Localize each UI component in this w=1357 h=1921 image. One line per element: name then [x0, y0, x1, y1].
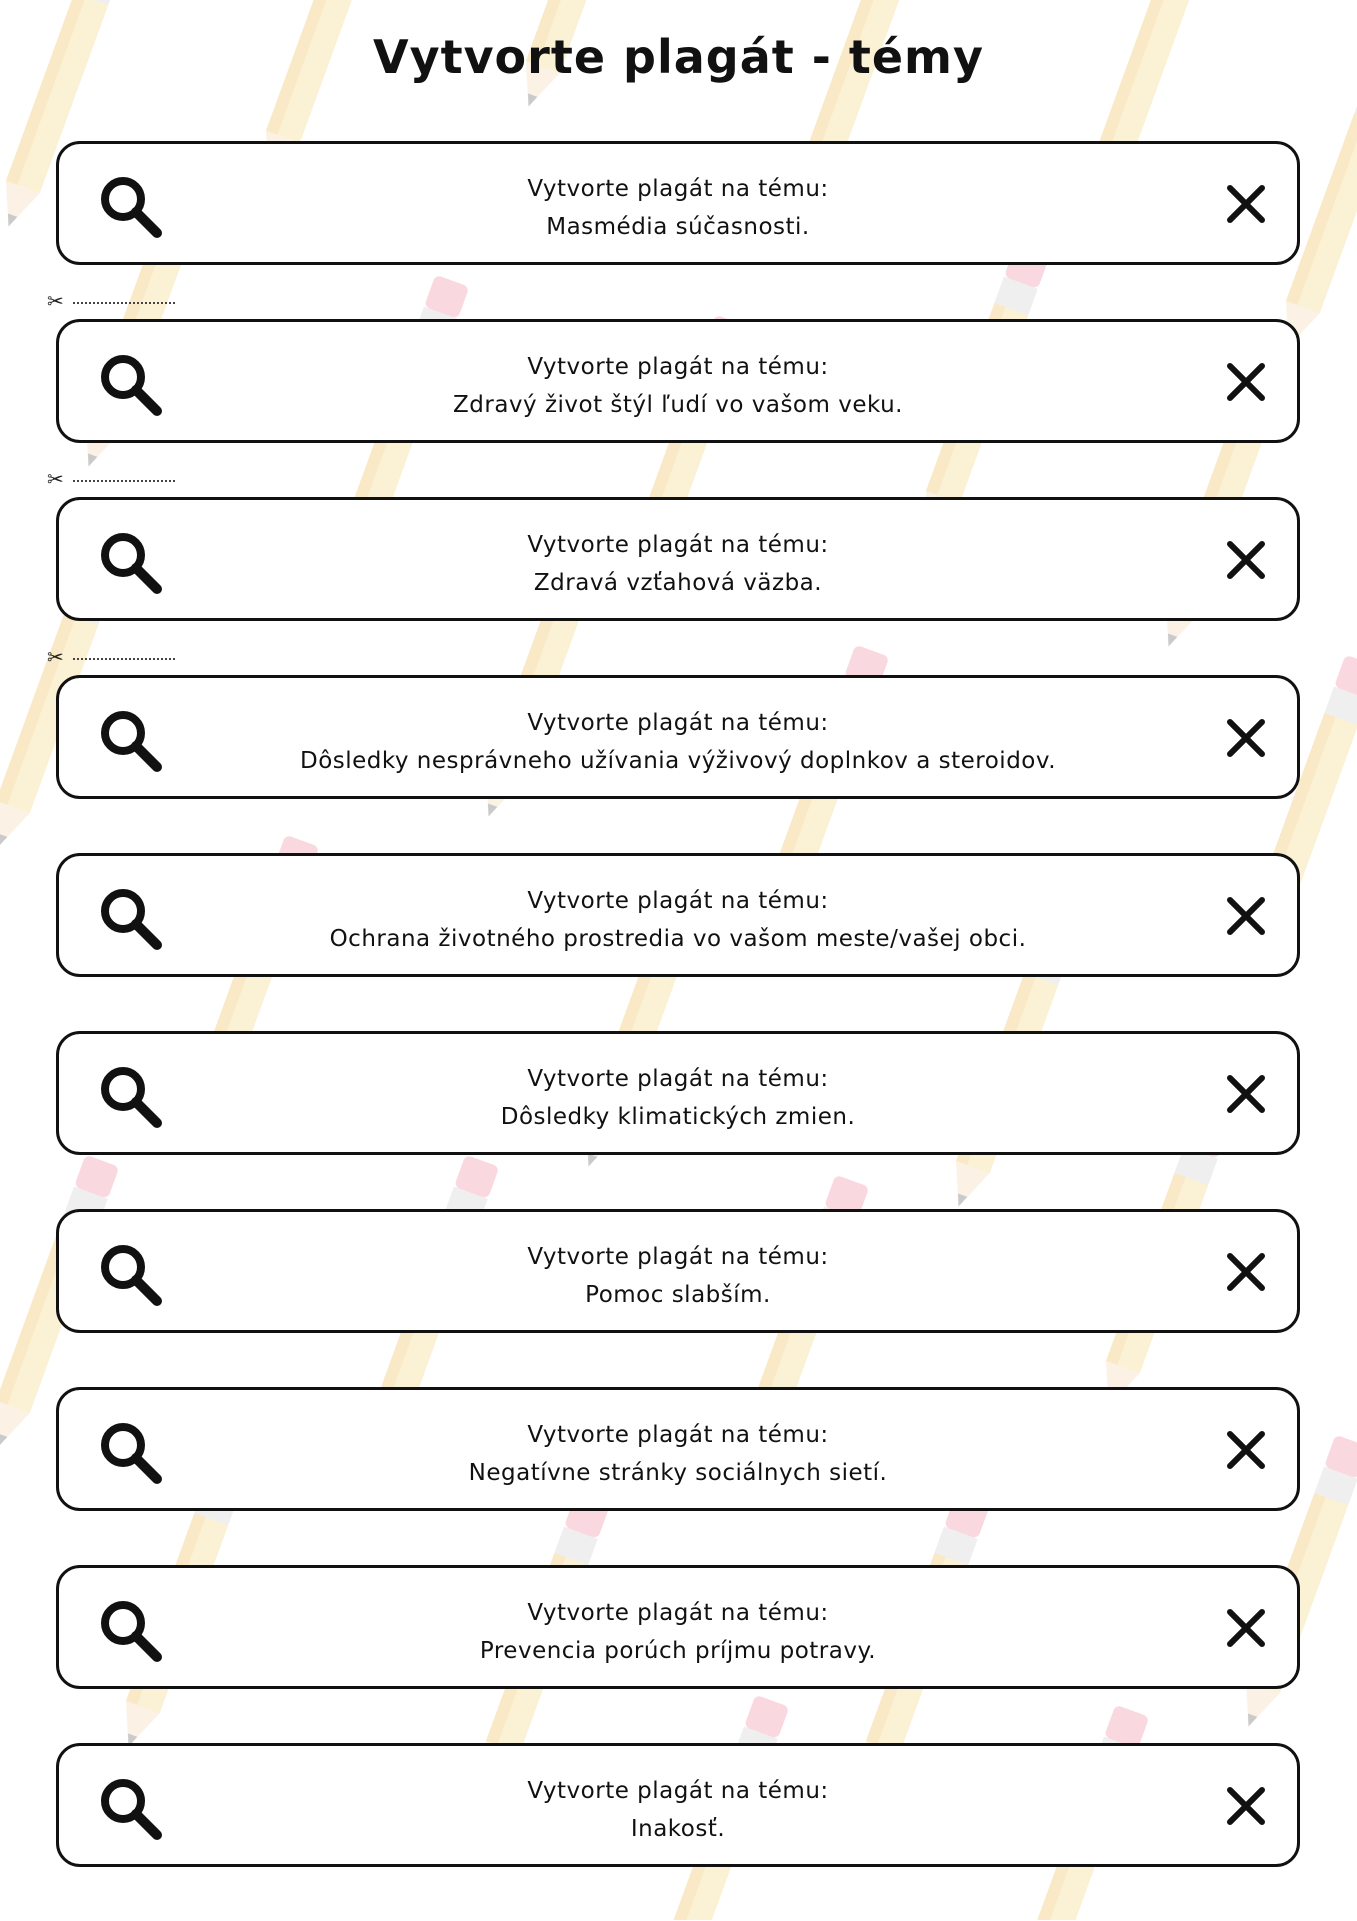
card-prefix: Vytvorte plagát na tému:	[527, 710, 829, 736]
card-topic: Zdravý život štýl ľudí vo vašom veku.	[453, 392, 903, 418]
card-topic: Negatívne stránky sociálnych sietí.	[468, 1460, 888, 1486]
card-prefix: Vytvorte plagát na tému:	[527, 1600, 829, 1626]
card-text	[209, 1416, 1147, 1492]
card-text	[209, 1772, 1147, 1848]
cut-line	[47, 289, 177, 313]
card-prefix: Vytvorte plagát na tému:	[527, 176, 829, 202]
dotted-cut-line	[73, 480, 175, 482]
card-text	[209, 1060, 1147, 1136]
close-icon[interactable]	[1225, 539, 1267, 581]
close-icon[interactable]	[1225, 183, 1267, 225]
cut-line	[47, 467, 177, 491]
close-icon[interactable]	[1225, 361, 1267, 403]
close-icon[interactable]	[1225, 895, 1267, 937]
topic-card	[56, 853, 1300, 977]
card-text	[209, 526, 1147, 602]
scissors-icon: ✂	[47, 467, 64, 491]
card-text	[209, 704, 1147, 780]
card-text	[209, 1238, 1147, 1314]
topic-card	[56, 1743, 1300, 1867]
card-prefix: Vytvorte plagát na tému:	[527, 1422, 829, 1448]
card-topic: Inakosť.	[630, 1816, 726, 1842]
search-icon[interactable]	[97, 173, 163, 239]
close-icon[interactable]	[1225, 1251, 1267, 1293]
page-title: Vytvorte plagát - témy	[373, 30, 984, 84]
cut-line	[47, 645, 177, 669]
card-prefix: Vytvorte plagát na tému:	[527, 532, 829, 558]
card-text	[209, 348, 1147, 424]
close-icon[interactable]	[1225, 1073, 1267, 1115]
topic-card	[56, 1565, 1300, 1689]
card-topic: Ochrana životného prostredia vo vašom meste/vašej obci.	[329, 926, 1027, 952]
topic-list	[47, 141, 1300, 1921]
card-text	[209, 882, 1147, 958]
card-topic: Zdravá vzťahová väzba.	[533, 570, 823, 596]
search-icon[interactable]	[97, 1775, 163, 1841]
card-prefix: Vytvorte plagát na tému:	[527, 354, 829, 380]
topic-card	[47, 467, 1300, 621]
scissors-icon: ✂	[47, 289, 64, 313]
card-topic: Dôsledky klimatických zmien.	[500, 1104, 856, 1130]
card-prefix: Vytvorte plagát na tému:	[527, 1778, 829, 1804]
search-icon[interactable]	[97, 1241, 163, 1307]
topic-card	[56, 141, 1300, 265]
search-icon[interactable]	[97, 351, 163, 417]
card-topic: Pomoc slabším.	[585, 1282, 771, 1308]
close-icon[interactable]	[1225, 1785, 1267, 1827]
topic-card	[47, 645, 1300, 799]
card-topic: Prevencia porúch príjmu potravy.	[479, 1638, 877, 1664]
topic-card	[56, 1031, 1300, 1155]
scissors-icon: ✂	[47, 645, 64, 669]
close-icon[interactable]	[1225, 717, 1267, 759]
search-icon[interactable]	[97, 1597, 163, 1663]
search-icon[interactable]	[97, 1419, 163, 1485]
topic-card	[56, 1209, 1300, 1333]
dotted-cut-line	[73, 302, 175, 304]
close-icon[interactable]	[1225, 1429, 1267, 1471]
topic-card	[56, 1387, 1300, 1511]
search-icon[interactable]	[97, 529, 163, 595]
card-prefix: Vytvorte plagát na tému:	[527, 1066, 829, 1092]
search-icon[interactable]	[97, 1063, 163, 1129]
search-icon[interactable]	[97, 707, 163, 773]
close-icon[interactable]	[1225, 1607, 1267, 1649]
topic-card	[47, 289, 1300, 443]
dotted-cut-line	[73, 658, 175, 660]
card-prefix: Vytvorte plagát na tému:	[527, 1244, 829, 1270]
search-icon[interactable]	[97, 885, 163, 951]
card-prefix: Vytvorte plagát na tému:	[527, 888, 829, 914]
card-text	[209, 170, 1147, 246]
card-topic: Masmédia súčasnosti.	[546, 214, 810, 240]
card-topic: Dôsledky nesprávneho užívania výživový doplnkov a steroidov.	[299, 748, 1057, 774]
card-text	[209, 1594, 1147, 1670]
